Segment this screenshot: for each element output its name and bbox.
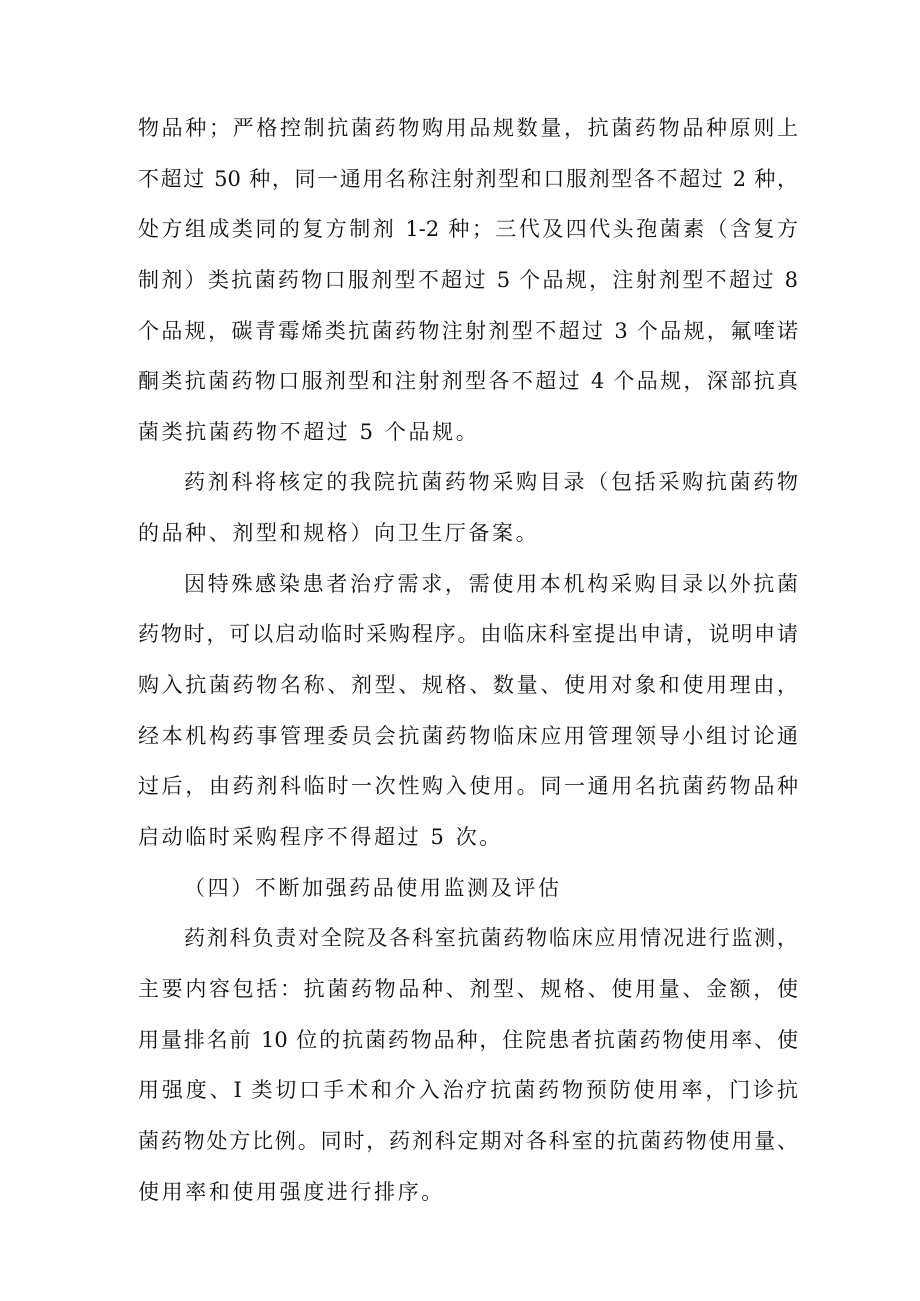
- text-line: 个品规，碳青霉烯类抗菌药物注射剂型不超过 3 个品规，氟喹诺: [138, 319, 798, 343]
- text-line: 物品种；严格控制抗菌药物购用品规数量，抗菌药物品种原则上: [138, 116, 798, 140]
- text-line: 菌类抗菌药物不超过 5 个品规。: [138, 420, 480, 444]
- text-line: 过后，由药剂科临时一次性购入使用。同一通用名抗菌药物品种: [138, 774, 798, 798]
- text-line: 用量排名前 10 位的抗菌药物品种，住院患者抗菌药物使用率、使: [138, 1028, 798, 1052]
- text-line: 药剂科将核定的我院抗菌药物采购目录（包括采购抗菌药物: [184, 470, 798, 494]
- text-line: 酮类抗菌药物口服剂型和注射剂型各不超过 4 个品规，深部抗真: [138, 369, 798, 393]
- text-line: 用强度、I 类切口手术和介入治疗抗菌药物预防使用率，门诊抗: [138, 1078, 798, 1102]
- text-line: 药剂科负责对全院及各科室抗菌药物临床应用情况进行监测，: [184, 926, 798, 950]
- section-heading: （四）不断加强药品使用监测及评估: [184, 876, 562, 900]
- text-line: 的品种、剂型和规格）向卫生厅备案。: [138, 521, 540, 545]
- text-line: 药物时，可以启动临时采购程序。由临床科室提出申请，说明申请: [138, 622, 798, 646]
- text-line: 处方组成类同的复方制剂 1-2 种；三代及四代头孢菌素（含复方: [138, 217, 798, 241]
- text-line: 菌药物处方比例。同时，药剂科定期对各科室的抗菌药物使用量、: [138, 1129, 798, 1153]
- text-line: 经本机构药事管理委员会抗菌药物临床应用管理领导小组讨论通: [138, 724, 798, 748]
- text-line: 购入抗菌药物名称、剂型、规格、数量、使用对象和使用理由，: [138, 673, 798, 697]
- text-line: 因特殊感染患者治疗需求，需使用本机构采购目录以外抗菌: [184, 572, 798, 596]
- text-line: 使用率和使用强度进行排序。: [138, 1180, 445, 1204]
- text-line: 主要内容包括：抗菌药物品种、剂型、规格、使用量、金额，使: [138, 977, 798, 1001]
- text-line: 启动临时采购程序不得超过 5 次。: [138, 825, 503, 849]
- text-line: 不超过 50 种，同一通用名称注射剂型和口服剂型各不超过 2 种，: [138, 167, 798, 191]
- text-line: 制剂）类抗菌药物口服剂型不超过 5 个品规，注射剂型不超过 8: [138, 268, 798, 292]
